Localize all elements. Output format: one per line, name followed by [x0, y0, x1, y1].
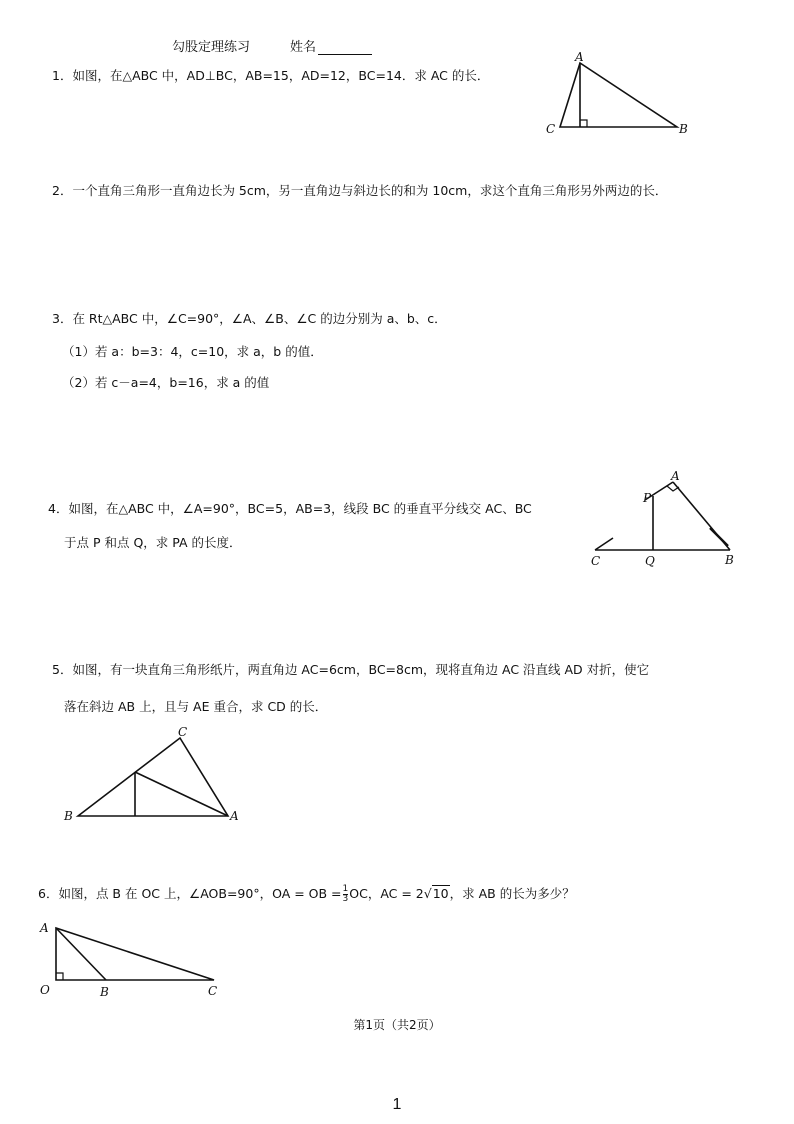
label-b: B [100, 985, 109, 999]
segment-ca-part [595, 538, 613, 550]
problem-3-text: 3．在 Rt△ABC 中，∠C=90°，∠A、∠B、∠C 的边分别为 a、b、c． [52, 311, 447, 326]
problem-1-text: 1．如图，在△ABC 中，AD⊥BC，AB=15，AD=12，BC=14．求 AC 的长． [52, 68, 490, 83]
problem-4-text-line-1: 4．如图，在△ABC 中，∠A=90°，BC=5，AB=3，线段 BC 的垂直平分线交 AC、BC [48, 501, 532, 516]
triangle-aoc [56, 928, 214, 980]
triangle-abc [78, 738, 228, 816]
label-b: B [725, 553, 734, 567]
page-info: 第1页（共2页） [353, 1018, 441, 1032]
problem-3-part-1: （1）若 a：b=3：4，c=10，求 a，b 的值． [62, 344, 323, 359]
sqrt-icon: √ [423, 886, 432, 901]
problem-6-post: ，求 AB 的长为多少？ [449, 886, 575, 901]
triangle-abc [560, 63, 677, 127]
label-a: A [671, 469, 680, 483]
label-c: C [591, 554, 601, 568]
figure-5 [60, 722, 260, 831]
name-field [290, 36, 372, 55]
name-blank [318, 42, 372, 55]
problem-6-pre: 6．如图，点 B 在 OC 上，∠AOB=90°，OA = OB = [38, 886, 342, 901]
right-angle-mark [580, 120, 587, 127]
problem-5-text-line-2: 落在斜边 AB 上，且与 AE 重合，求 CD 的长． [64, 699, 328, 714]
name-label: 姓名 [290, 40, 317, 55]
right-angle-mark [56, 973, 63, 980]
label-p: P [643, 491, 652, 505]
fraction-numerator: 1 [342, 884, 349, 894]
problem-6-text [38, 884, 575, 904]
fraction-denominator: 3 [342, 894, 349, 904]
page-number: 1 [392, 1096, 402, 1113]
figure-1 [540, 50, 700, 144]
problem-4-text-line-2: 于点 P 和点 Q，求 PA 的长度． [64, 535, 242, 550]
label-q: Q [645, 554, 655, 568]
label-a: A [575, 50, 584, 64]
worksheet-title: 勾股定理练习 [172, 40, 251, 55]
label-o: O [40, 983, 50, 997]
label-a: A [40, 921, 49, 935]
label-c: C [178, 725, 188, 739]
label-a: A [230, 809, 239, 823]
radicand: 10 [432, 886, 449, 901]
label-b: B [679, 122, 688, 136]
figure-4 [585, 468, 745, 577]
problem-3-part-2: （2）若 c－a=4，b=16，求 a 的值 [62, 375, 270, 390]
tick-mark [710, 528, 728, 546]
problem-6-mid: OC，AC = 2 [349, 886, 424, 901]
label-b: B [64, 809, 73, 823]
figure-6 [36, 916, 236, 1005]
problem-2-text: 2．一个直角三角形一直角边长为 5cm，另一直角边与斜边长的和为 10cm，求这个直角三角形另外两边的长． [52, 183, 668, 198]
label-c: C [208, 984, 218, 998]
label-c: C [546, 122, 556, 136]
fraction-one-third [343, 885, 349, 904]
problem-5-text-line-1: 5．如图，有一块直角三角形纸片，两直角边 AC=6cm，BC=8cm，现将直角边 AC 沿直线 AD 对折，使它 [52, 662, 650, 677]
